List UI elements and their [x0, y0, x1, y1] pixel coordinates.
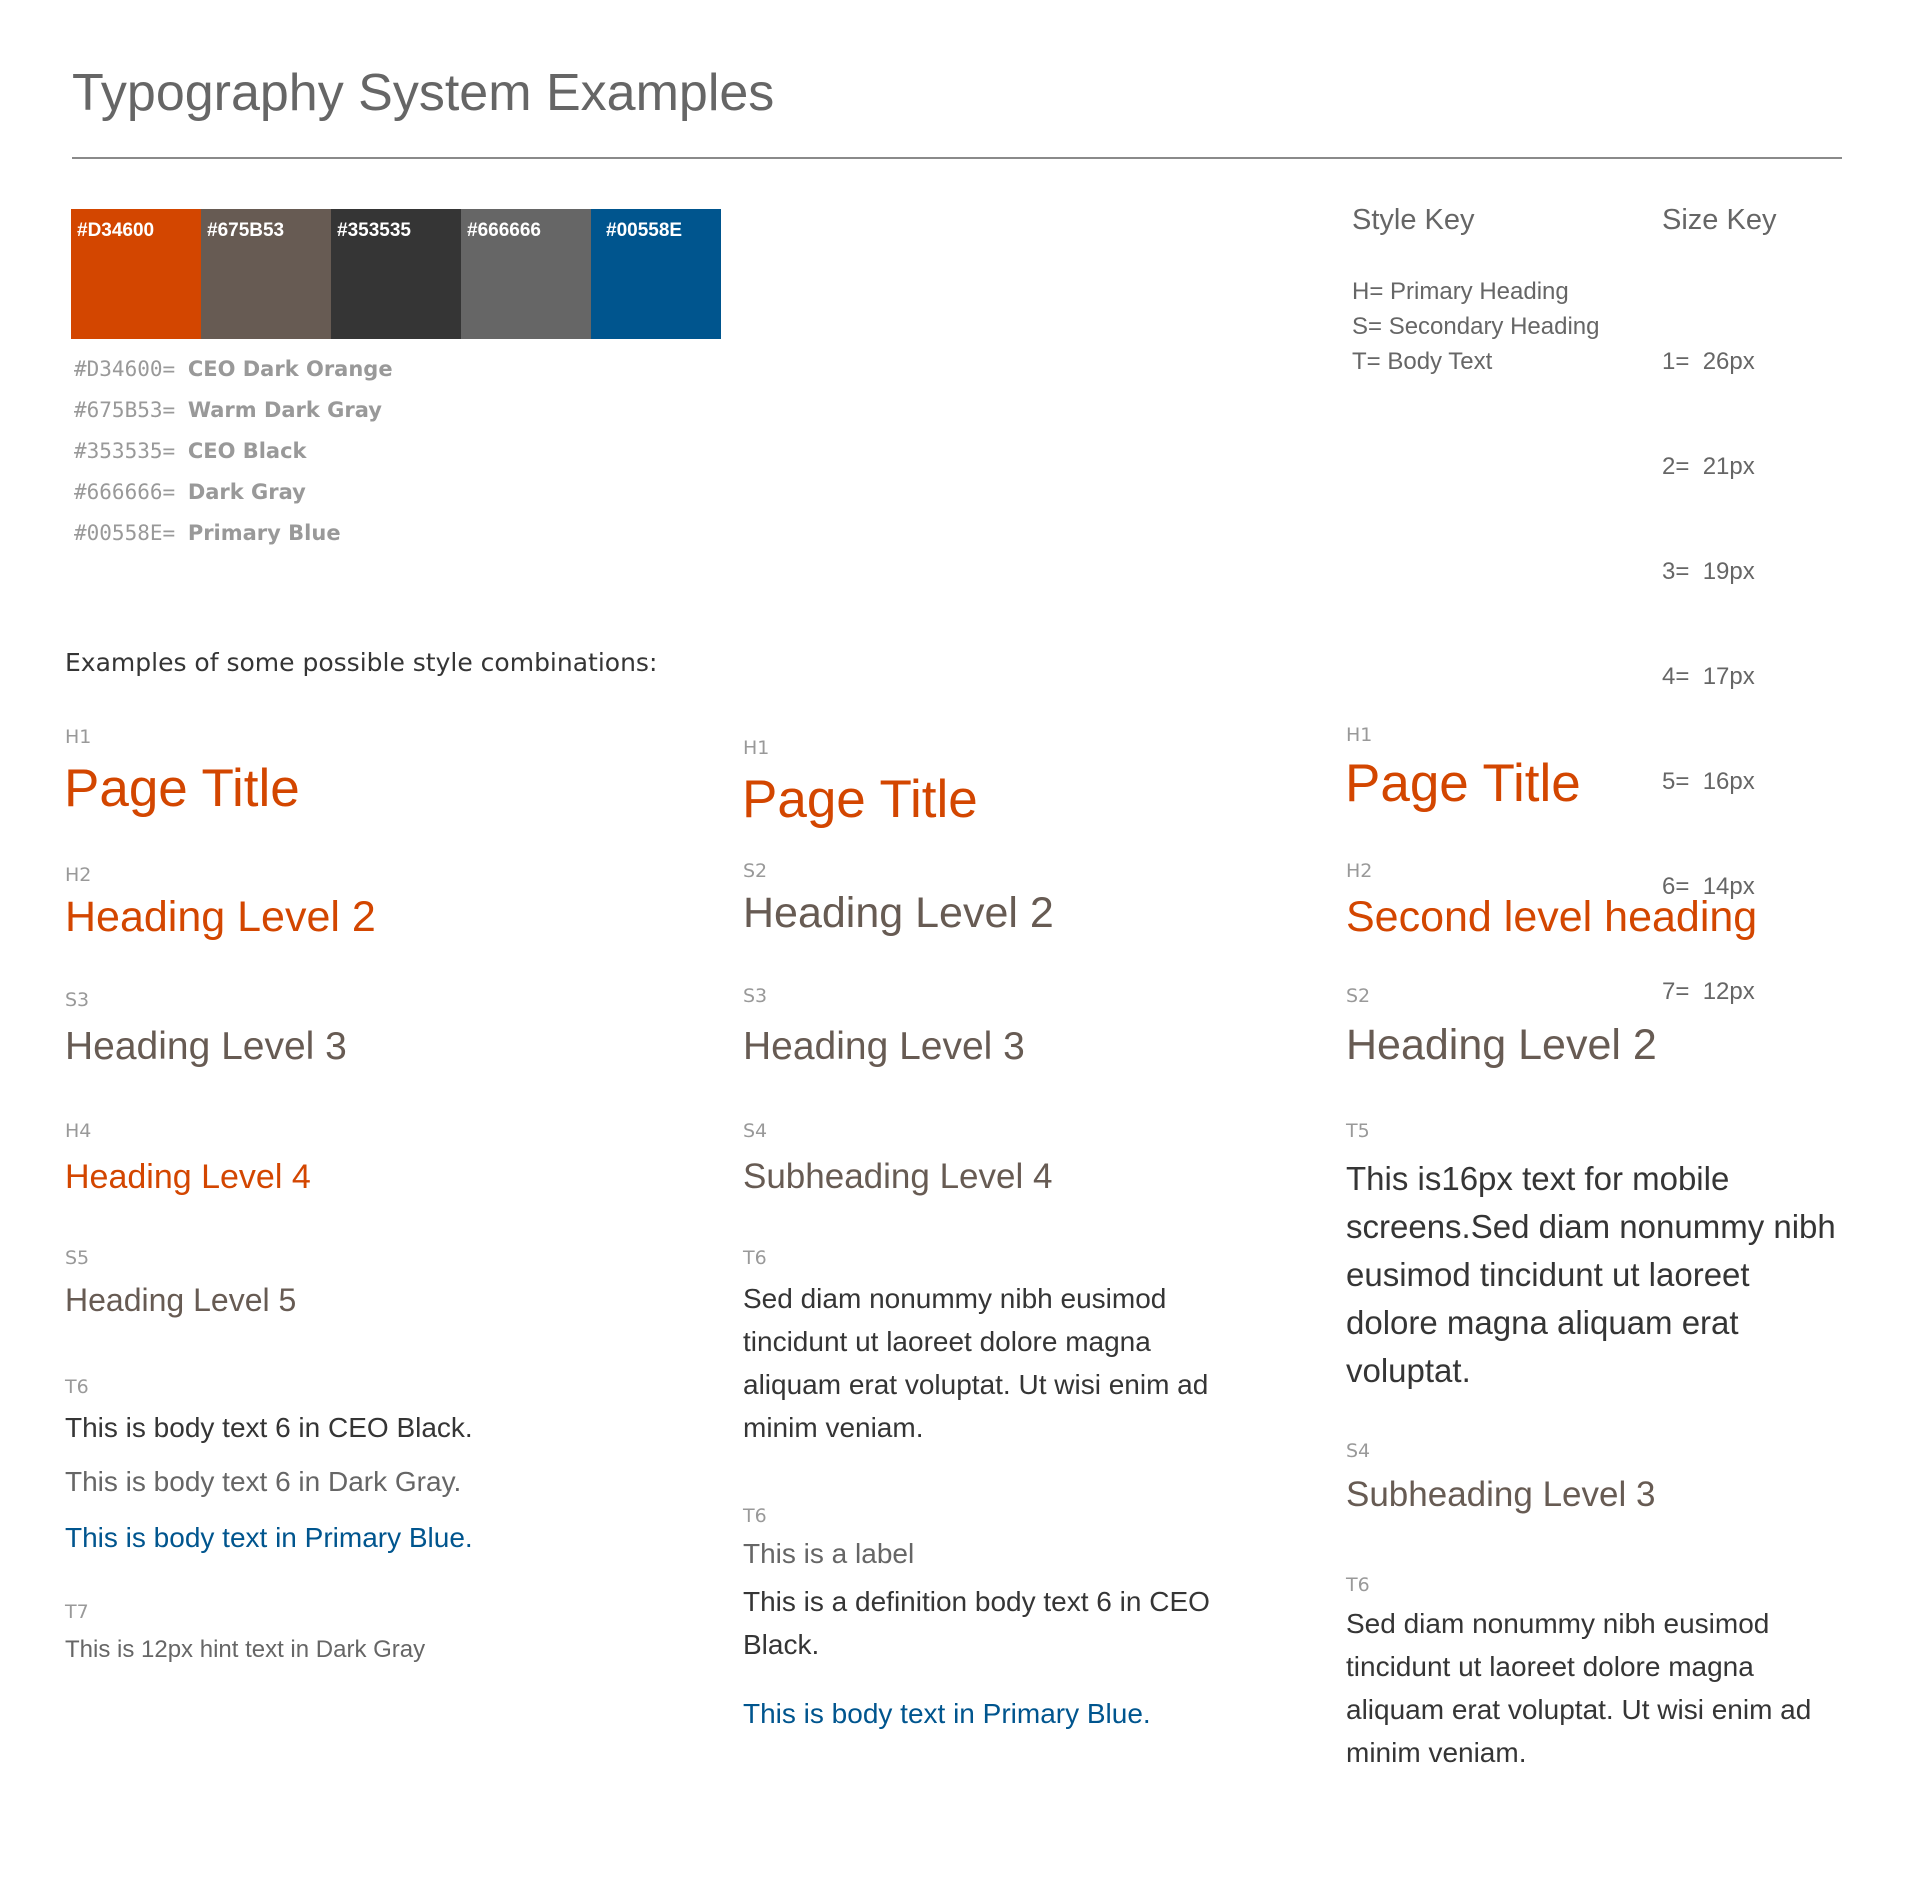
style-tag: S3	[65, 989, 90, 1011]
definition-text: This is a definition body text 6 in CEO Black.	[743, 1586, 1210, 1660]
body-text-blue: This is body text in Primary Blue.	[65, 1522, 473, 1553]
color-name: Dark Gray	[187, 480, 306, 504]
body-text-black: This is body text 6 in CEO Black.	[65, 1412, 473, 1443]
examples-intro: Examples of some possible style combinations:	[65, 648, 658, 677]
color-name: Primary Blue	[187, 521, 341, 545]
size-key-item: 2= 21px	[1662, 453, 1755, 480]
body-paragraph: Sed diam nonummy nibh eusimod tincidunt ut laoreet dolore magna aliquam erat voluptat. Ut wisi enim ad minim veniam.	[743, 1283, 1209, 1443]
style-tag: T6	[65, 1376, 89, 1398]
style-key-item: T= Body Text	[1352, 348, 1493, 375]
style-tag: S2	[743, 860, 768, 882]
style-tag: H2	[65, 864, 92, 886]
style-tag: H1	[65, 726, 92, 748]
style-tag: T5	[1346, 1120, 1370, 1142]
color-name-row	[74, 354, 393, 395]
color-name-row	[74, 395, 393, 436]
h1-page-title: Page Title	[742, 770, 978, 829]
color-code: #675B53=	[74, 398, 176, 422]
swatch-ceo-black: #353535	[331, 209, 461, 339]
size-key-title: Size Key	[1662, 204, 1777, 236]
h4-heading: Heading Level 4	[65, 1158, 311, 1196]
h1-page-title: Page Title	[1345, 754, 1581, 813]
body-text-gray: This is body text 6 in Dark Gray.	[65, 1466, 462, 1497]
style-tag: S4	[1346, 1440, 1371, 1462]
style-key-item: S= Secondary Heading	[1352, 313, 1600, 340]
style-tag: S4	[743, 1120, 768, 1142]
style-tag: H2	[1346, 860, 1373, 882]
color-swatches	[71, 209, 721, 339]
s3-heading: Heading Level 3	[743, 1025, 1025, 1068]
mobile-body-paragraph: This is16px text for mobile screens.Sed diam nonummy nibh eusimod tincidunt ut laoreet dolore magna aliquam erat voluptat.	[1346, 1160, 1836, 1389]
size-key-item: 4= 17px	[1662, 663, 1755, 690]
h2-heading: Second level heading	[1346, 893, 1758, 941]
color-name-list	[74, 354, 393, 559]
s4-subheading: Subheading Level 4	[743, 1157, 1053, 1196]
style-tag: T6	[743, 1247, 767, 1269]
h2-heading: Heading Level 2	[65, 893, 376, 941]
style-tag: T6	[1346, 1574, 1370, 1596]
color-code: #666666=	[74, 480, 176, 504]
color-code: #00558E=	[74, 521, 176, 545]
style-tag: T6	[743, 1505, 767, 1527]
style-tag: H1	[743, 737, 770, 759]
size-key-item: 1= 26px	[1662, 348, 1755, 375]
s5-heading: Heading Level 5	[65, 1282, 297, 1318]
size-key-item: 3= 19px	[1662, 558, 1755, 585]
color-name: Warm Dark Gray	[187, 398, 382, 422]
style-tag: S3	[743, 985, 768, 1007]
swatch-dark-orange: #D34600	[71, 209, 201, 339]
color-name-row	[74, 477, 393, 518]
size-key-item: 6= 14px	[1662, 873, 1755, 900]
h1-page-title: Page Title	[64, 759, 300, 818]
s3-heading: Heading Level 3	[65, 1025, 347, 1068]
style-tag: S2	[1346, 985, 1371, 1007]
title-divider	[72, 157, 1842, 159]
color-name: CEO Black	[187, 439, 307, 463]
swatch-primary-blue: #00558E	[591, 209, 721, 339]
swatch-dark-gray: #666666	[461, 209, 591, 339]
swatch-warm-dark-gray: #675B53	[201, 209, 331, 339]
hint-text: This is 12px hint text in Dark Gray	[65, 1636, 426, 1663]
color-name-row	[74, 518, 393, 559]
s2-heading: Heading Level 2	[743, 889, 1054, 937]
style-tag: H4	[65, 1120, 92, 1142]
label-text: This is a label	[743, 1538, 915, 1569]
page-title: Typography System Examples	[72, 64, 775, 122]
body-paragraph: Sed diam nonummy nibh eusimod tincidunt ut laoreet dolore magna aliquam erat voluptat. Ut wisi enim ad minim veniam.	[1346, 1608, 1812, 1768]
style-key-item: H= Primary Heading	[1352, 278, 1569, 305]
color-name-row	[74, 436, 393, 477]
style-key-list	[1352, 274, 1600, 379]
color-name: CEO Dark Orange	[187, 357, 393, 381]
style-key-title: Style Key	[1352, 204, 1475, 236]
s2-heading: Heading Level 2	[1346, 1021, 1657, 1069]
size-key-item: 7= 12px	[1662, 978, 1755, 1005]
color-code: #D34600=	[74, 357, 176, 381]
s4-subheading: Subheading Level 3	[1346, 1475, 1656, 1514]
style-tag: T7	[65, 1601, 89, 1623]
style-tag: H1	[1346, 724, 1373, 746]
color-code: #353535=	[74, 439, 176, 463]
style-tag: S5	[65, 1247, 90, 1269]
body-text-blue: This is body text in Primary Blue.	[743, 1698, 1151, 1729]
size-key-item: 5= 16px	[1662, 768, 1755, 795]
